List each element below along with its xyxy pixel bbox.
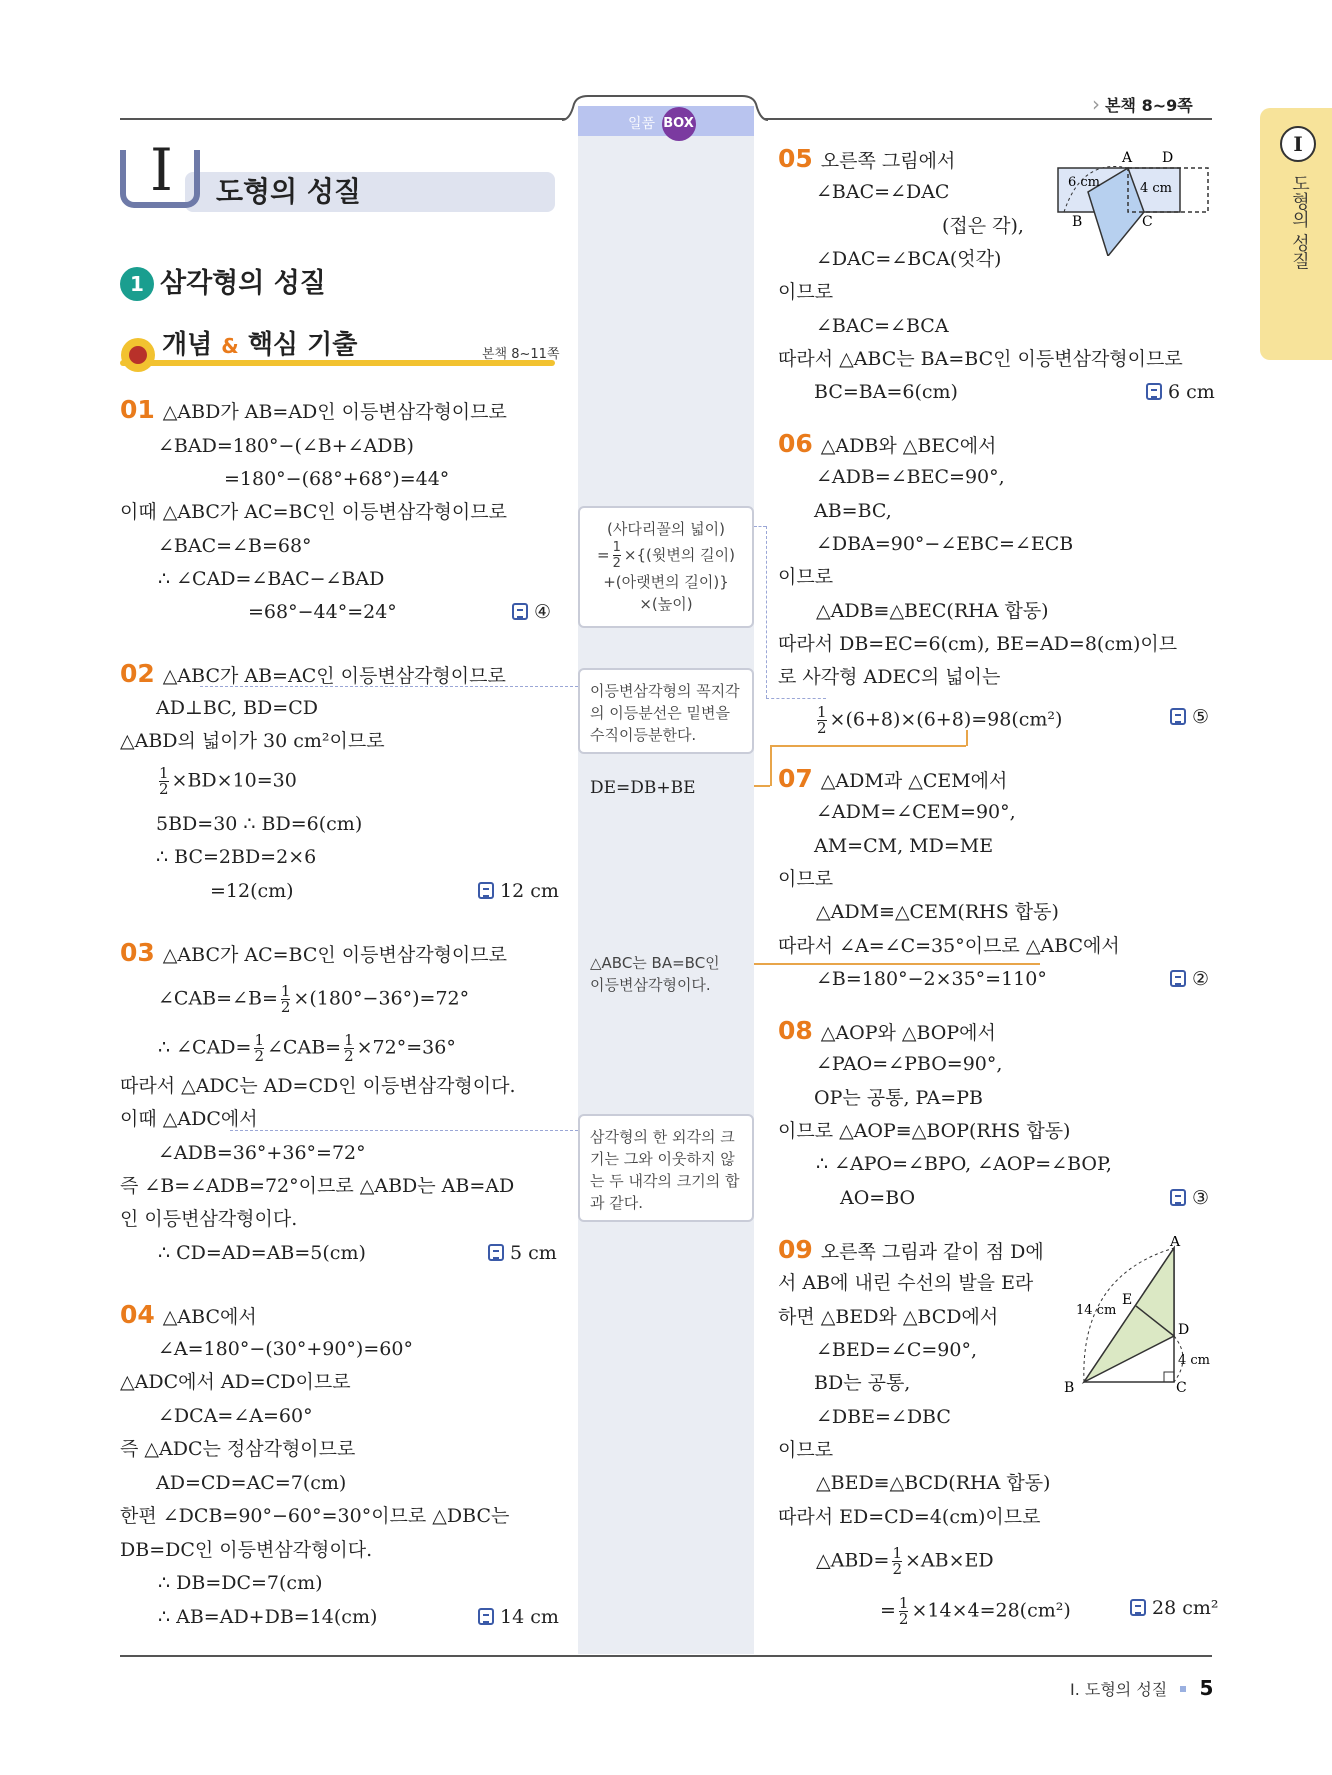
p04-line-9: ∴ AB=AD+DB=14(cm)	[158, 1606, 378, 1628]
chapter-title: 도형의 성질	[216, 175, 361, 208]
p04-line-2: △ADC에서 AD=CD이므로	[120, 1371, 351, 1393]
note-box-trapezoid-eq: = $\frac{1}{2}$ ×{(윗변의 길이)	[597, 540, 735, 571]
fraction: $\frac{1}{2}$	[817, 703, 827, 737]
side-tab[interactable]	[1260, 108, 1332, 360]
p06-line-7: 로 사각형 ADEC의 넓이는	[778, 666, 1001, 688]
connector-02	[200, 686, 578, 687]
p09-line-6: 이므로	[778, 1439, 834, 1461]
p06-line-8: $\frac{1}{2}$ ×(6+8)×(6+8)=98(cm²)	[817, 703, 1063, 737]
p05-line-6: 따라서 △ABC는 BA=BC인 이등변삼각형이므로	[778, 348, 1183, 370]
answer-icon	[488, 1244, 504, 1261]
page-ref[interactable]: › 본책 8~9쪽	[1092, 92, 1193, 116]
p09-line-1: 서 AB에 내린 수선의 발을 E라	[778, 1272, 1034, 1294]
p09-line-10: = $\frac{1}{2}$ ×14×4=28(cm²)	[880, 1594, 1071, 1628]
fig05-label-d: D	[1162, 150, 1174, 166]
p09-line-2: 하면 △BED와 △BCD에서	[778, 1306, 999, 1328]
box-badge: BOX	[662, 107, 696, 141]
p09-line-0: 09 오른쪽 그림과 같이 점 D에	[778, 1235, 1044, 1264]
p03-line-0: 03 △ABC가 AC=BC인 이등변삼각형이므로	[120, 938, 507, 967]
fraction: $\frac{1}{2}$	[159, 764, 169, 798]
answer-icon	[1130, 1599, 1146, 1616]
fig09-label-b: B	[1064, 1380, 1075, 1396]
p03-answer: 5 cm	[488, 1241, 557, 1265]
p04-line-4: 즉 △ADC는 정삼각형이므로	[120, 1438, 356, 1460]
bottom-rule	[120, 1655, 1212, 1657]
fraction: $\frac{1}{2}$	[280, 982, 291, 1016]
connector-06a	[754, 526, 766, 527]
box-title: 일품 BOX	[628, 107, 696, 141]
p06-line-6: 따라서 DB=EC=6(cm), BE=AD=8(cm)이므	[778, 633, 1178, 655]
p02-line-4: 5BD=30 ∴ BD=6(cm)	[156, 813, 363, 835]
p01-line-6: =68°−44°=24°	[248, 601, 397, 623]
p05-line-7: BC=BA=6(cm)	[814, 381, 958, 403]
p03-line-7: 인 이등변삼각형이다.	[120, 1208, 298, 1230]
p09-answer: 28 cm²	[1130, 1596, 1219, 1620]
note-abc: △ABC는 BA=BC인 이등변삼각형이다.	[590, 954, 720, 994]
p03-line-8: ∴ CD=AD=AB=5(cm)	[158, 1242, 366, 1264]
p05-answer: 6 cm	[1146, 380, 1215, 404]
p01-line-2: =180°−(68°+68°)=44°	[224, 468, 450, 490]
chapter-roman: I	[150, 136, 173, 204]
p04-line-8: ∴ DB=DC=7(cm)	[158, 1572, 323, 1594]
note-box-isosceles: 이등변삼각형의 꼭지각 의 이등분선은 밑변을 수직이등분한다.	[578, 668, 754, 754]
p05-line-1: ∠BAC=∠DAC	[816, 181, 950, 203]
fraction: $\frac{1}{2}$	[612, 540, 621, 571]
p03-line-4: 이때 △ADC에서	[120, 1108, 258, 1130]
p07-line-6: ∠B=180°−2×35°=110°	[816, 968, 1047, 990]
p07-line-1: ∠ADM=∠CEM=90°,	[816, 801, 1016, 823]
p07-line-5: 따라서 ∠A=∠C=35°이므로 △ABC에서	[778, 935, 1120, 957]
p02-line-2: △ABD의 넓이가 30 cm²이므로	[120, 730, 385, 752]
subsection-title: 개념 & 핵심 기출	[162, 330, 358, 360]
section-title: 삼각형의 성질	[160, 268, 326, 299]
p06-line-2: AB=BC,	[814, 500, 892, 522]
p06-line-0: 06 △ADB와 △BEC에서	[778, 429, 997, 458]
p09-line-3: ∠BED=∠C=90°,	[816, 1339, 977, 1361]
connector-07c	[770, 745, 966, 747]
answer-icon	[478, 882, 494, 899]
p03-line-2: ∴ ∠CAD= $\frac{1}{2}$ ∠CAB= $\frac{1}{2}$ ×72°=36°	[158, 1031, 456, 1065]
p05-line-3: ∠DAC=∠BCA(엇각)	[816, 248, 1002, 270]
p08-line-4: ∴ ∠APO=∠BPO, ∠AOP=∠BOP,	[816, 1153, 1112, 1175]
fraction: $\frac{1}{2}$	[892, 1544, 902, 1578]
connector-06c	[766, 698, 826, 699]
p07-line-4: △ADM≡△CEM(RHS 합동)	[816, 901, 1059, 923]
p08-line-3: 이므로 △AOP≡△BOP(RHS 합동)	[778, 1120, 1071, 1142]
p06-line-1: ∠ADB=∠BEC=90°,	[816, 466, 1005, 488]
p04-line-3: ∠DCA=∠A=60°	[158, 1405, 313, 1427]
middle-column	[578, 106, 754, 1654]
p02-line-0: 02 △ABC가 AB=AC인 이등변삼각형이므로	[120, 659, 506, 688]
p01-line-1: ∠BAD=180°−(∠B+∠ADB)	[158, 435, 414, 457]
section-number: 1	[120, 267, 154, 301]
p02-line-1: AD⊥BC, BD=CD	[156, 697, 318, 719]
p05-line-0: 05 오른쪽 그림에서	[778, 144, 956, 173]
p07-line-2: AM=CM, MD=ME	[814, 835, 994, 857]
p05-line-2: (접은 각),	[942, 215, 1024, 237]
fig05-length-4: 4 cm	[1140, 181, 1173, 196]
p04-line-6: 한편 ∠DCB=90°−60°=30°이므로 △DBC는	[120, 1505, 510, 1527]
p07-answer: ②	[1170, 967, 1209, 991]
p01-line-0: 01 △ABD가 AB=AD인 이등변삼각형이므로	[120, 395, 507, 424]
p09-line-9: △ABD= $\frac{1}{2}$ ×AB×ED	[816, 1544, 994, 1578]
p09-line-7: △BED≡△BCD(RHA 합동)	[816, 1472, 1051, 1494]
fig09-length-4: 4 cm	[1178, 1353, 1211, 1368]
p03-line-5: ∠ADB=36°+36°=72°	[158, 1142, 366, 1164]
p01-line-3: 이때 △ABC가 AC=BC인 이등변삼각형이므로	[120, 501, 507, 523]
p02-answer: 12 cm	[478, 879, 559, 903]
p09-line-8: 따라서 ED=CD=4(cm)이므로	[778, 1506, 1041, 1528]
p06-answer: ⑤	[1170, 705, 1209, 729]
answer-icon	[478, 1608, 494, 1625]
footer: I. 도형의 성질 5	[1070, 1676, 1214, 1700]
p01-answer: ④	[512, 600, 551, 624]
answer-icon	[1170, 1189, 1186, 1206]
subsection-dot-inner	[129, 346, 147, 364]
p07-line-0: 07 △ADM과 △CEM에서	[778, 764, 1008, 793]
answer-icon	[1170, 708, 1186, 725]
p01-line-4: ∠BAC=∠B=68°	[158, 535, 312, 557]
p08-line-2: OP는 공통, PA=PB	[814, 1087, 983, 1109]
fig09-label-e: E	[1122, 1292, 1133, 1308]
fraction: $\frac{1}{2}$	[254, 1031, 265, 1065]
fig09-label-c: C	[1176, 1380, 1187, 1396]
p05-line-4: 이므로	[778, 281, 834, 303]
note-box-trapezoid: (사다리꼴의 넓이) = $\frac{1}{2}$ ×{(윗변의 길이) +(아랫변의 길이)} ×(높이)	[578, 506, 754, 628]
p04-line-7: DB=DC인 이등변삼각형이다.	[120, 1539, 373, 1561]
fig09-length-14: 14 cm	[1076, 1303, 1117, 1318]
footer-separator-icon	[1180, 1686, 1186, 1692]
chevron-right-icon: ›	[1092, 92, 1100, 116]
page-number: 5	[1199, 1676, 1214, 1700]
p02-line-6: =12(cm)	[210, 880, 294, 902]
figure-09	[1060, 1236, 1220, 1398]
connector-07b	[770, 745, 772, 786]
p08-line-0: 08 △AOP와 △BOP에서	[778, 1016, 996, 1045]
fig05-label-b: B	[1072, 214, 1083, 230]
p08-line-1: ∠PAO=∠PBO=90°,	[816, 1053, 1003, 1075]
p05-line-5: ∠BAC=∠BCA	[816, 315, 949, 337]
p04-line-1: ∠A=180°−(30°+90°)=60°	[158, 1338, 413, 1360]
answer-icon	[512, 603, 528, 620]
figure-05	[1052, 148, 1214, 256]
fig05-length-6: 6 cm	[1068, 175, 1101, 190]
p06-line-5: △ADB≡△BEC(RHA 합동)	[816, 600, 1049, 622]
connector-07a	[754, 785, 770, 787]
p06-line-4: 이므로	[778, 566, 834, 588]
p07-line-3: 이므로	[778, 868, 834, 890]
p02-line-5: ∴ BC=2BD=2×6	[156, 846, 317, 868]
connector-07e	[754, 963, 1040, 965]
fraction: $\frac{1}{2}$	[898, 1594, 909, 1628]
p02-line-3: $\frac{1}{2}$ ×BD×10=30	[159, 764, 297, 798]
p08-line-5: AO=BO	[840, 1187, 916, 1209]
p09-line-5: ∠DBE=∠DBC	[816, 1406, 951, 1428]
fraction: $\frac{1}{2}$	[344, 1031, 354, 1065]
subsection-ref: 본책 8~11쪽	[482, 347, 560, 362]
p04-line-5: AD=CD=AC=7(cm)	[156, 1472, 347, 1494]
answer-icon	[1146, 383, 1162, 400]
p06-line-3: ∠DBA=90°−∠EBC=∠ECB	[816, 533, 1074, 555]
p04-answer: 14 cm	[478, 1605, 559, 1629]
fig09-label-d: D	[1178, 1322, 1190, 1338]
fig09-label-a: A	[1170, 1236, 1181, 1250]
p03-line-6: 즉 ∠B=∠ADB=72°이므로 △ABD는 AB=AD	[120, 1175, 515, 1197]
side-tab-label: 도형의 성질	[1289, 174, 1310, 270]
note-box-exterior-angle: 삼각형의 한 외각의 크 기는 그와 이웃하지 않 는 두 내각의 크기의 합 과 같다.	[578, 1114, 754, 1222]
side-tab-roman: I	[1280, 126, 1316, 162]
connector-03	[230, 1130, 578, 1131]
fig05-label-c: C	[1142, 214, 1153, 230]
connector-06b	[766, 526, 767, 698]
p03-line-3: 따라서 △ADC는 AD=CD인 이등변삼각형이다.	[120, 1075, 516, 1097]
p09-line-4: BD는 공통,	[814, 1372, 911, 1394]
p04-line-0: 04 △ABC에서	[120, 1300, 257, 1329]
answer-icon	[1170, 970, 1186, 987]
p08-answer: ③	[1170, 1186, 1209, 1210]
note-de: DE=DB+BE	[590, 778, 696, 798]
p01-line-5: ∴ ∠CAD=∠BAC−∠BAD	[158, 568, 385, 590]
p03-line-1: ∠CAB=∠B= $\frac{1}{2}$ ×(180°−36°)=72°	[158, 982, 470, 1016]
fig05-label-a: A	[1122, 150, 1133, 166]
